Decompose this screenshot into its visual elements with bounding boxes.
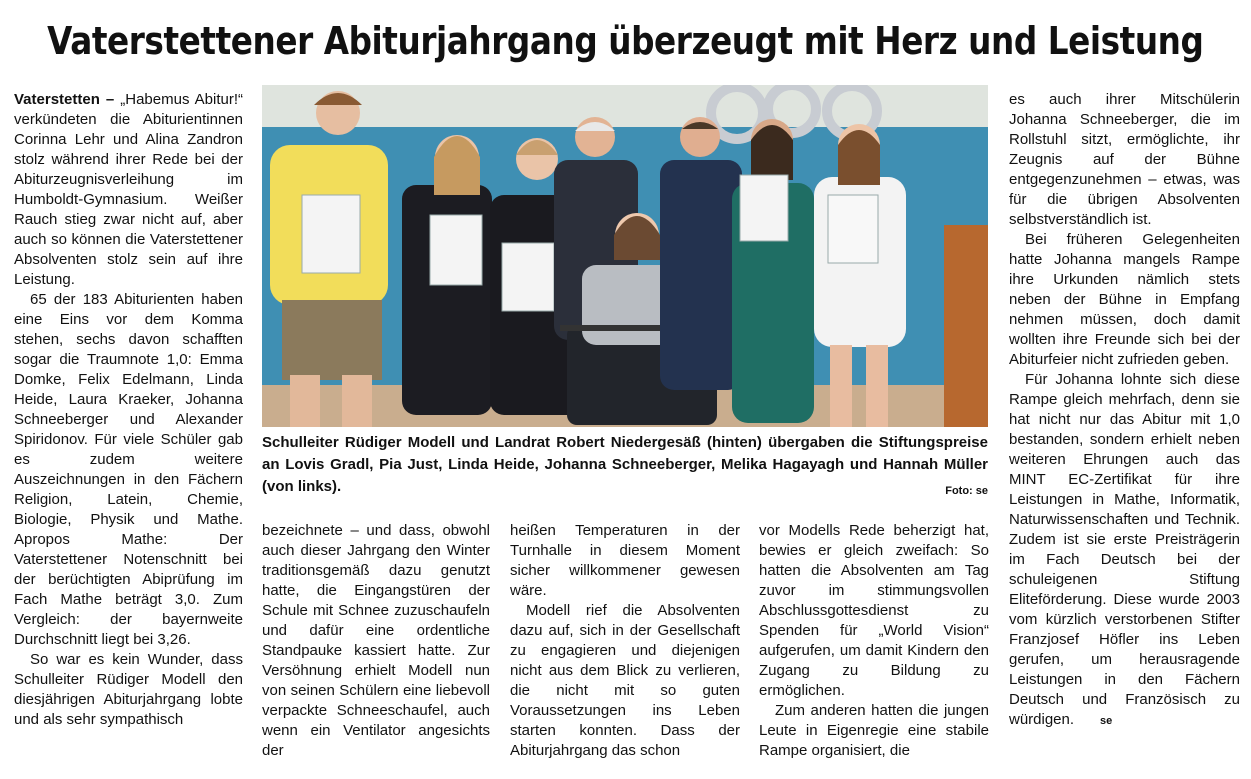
article-column-1 [14,90,243,770]
paragraph: So war es kein Wunder, dass Schulleiter Rüdiger Modell den diesjährigen Abiturjahrgang lobte und als sehr sympathisch [14,651,243,728]
paragraph: Bei früheren Gelegenheiten hatte Johanna mangels Rampe ihre Urkunden nämlich stets neben der Bühne in Empfang nehmen müssen, doch damit wollten ihre Freunde sich bei der Abiturfeier nicht zufrieden geben. [1009,231,1240,368]
paragraph [14,90,243,290]
article-photo [262,85,988,427]
photo-caption: Schulleiter Rüdiger Modell und Landrat Robert Niedergesäß (hinten) übergaben die Stiftungspreise an Lovis Gradl, Pia Just, Linda Heide, Johanna Schneeberger, Melika Hagayagh und Hannah Müller (von links). [262,434,988,495]
paragraph: bezeichnete – und dass, obwohl auch dieser Jahrgang den Winter traditionsgemäß dazu genutzt hatte, die Eingangstüren der Schule mit Schnee zuzuschaufeln und dafür eine ordentliche Standpauke kassiert hatte. Zur Versöhnung erhielt Modell nun von seinen Schülern eine liebevoll verpackte Schneeschaufel, auch wenn ein Ventilator angesichts der [262,522,490,759]
photo-credit: Foto: se [945,485,988,497]
dateline: Vaterstetten – [14,91,115,108]
paragraph: vor Modells Rede beherzigt hat, bewies er gleich zweifach: So hatten die Absolventen am Tag zuvor im stimmungsvollen Abschlussgottesdienst zu Spenden für „World Vision“ aufgerufen, um damit Kindern den Zugang zu Bildung zu ermöglichen. [759,522,989,699]
article-column-5 [1009,90,1240,770]
article-column-3 [510,521,740,771]
paragraph: 65 der 183 Abiturienten haben eine Eins vor dem Komma stehen, sechs davon schafften sogar die Traumnote 1,0: Emma Domke, Felix Edelmann, Linda Heide, Laura Kraeker, Johanna Schneeberger und Alexander Spiridonov. Für viele Schüler gab es zudem weitere Auszeichnungen in den Fächern Religion, Latein, Chemie, Biologie, Physik und Mathe. Apropos Mathe: Der Vaterstettener Notenschnitt bei der berüchtigten Abiprüfung im Fach Mathe beträgt 3,0. Zum Vergleich: der bayernweite Durchschnitt liegt bei 3,26. [14,291,243,648]
headline-block [0,6,1251,76]
article-headline: Vaterstettener Abiturjahrgang überzeugt mit Herz und Leistung [47,19,1204,63]
paragraph [1009,370,1240,731]
paragraph: Zum anderen hatten die jungen Leute in Eigenregie eine stabile Rampe organisiert, die [759,702,989,759]
paragraph: Modell rief die Absolventen dazu auf, sich in der Gesellschaft zu engagieren und diejenigen nicht aus dem Blick zu verlieren, die nicht mit so guten Voraussetzungen ins Leben starten konnten. Dass der Abiturjahrgang das schon [510,602,740,759]
paragraph-text: Für Johanna lohnte sich diese Rampe gleich mehrfach, denn sie hat nicht nur das Abitur mit 1,0 bestanden, sondern erhielt neben weiteren Ehrungen auch das MINT EC-Zertifikat für ihre Leistungen in Mathe, Informatik, Naturwissenschaften und Technik. Zudem ist sie erste Preisträgerin im Fach Deutsch bei der schuleigenen Stiftung Eliteförderung. Diese wurde 2003 vom kürzlich verstorbenen Stifter Franzjosef Höfler ins Leben gerufen, um herausragende Leistungen in den Fächern Deutsch und Französisch zu würdigen. [1009,371,1240,728]
paragraph: heißen Temperaturen in der Turnhalle in diesem Moment sicher willkommener gewesen wäre. [510,522,740,599]
article-column-4 [759,521,989,771]
paragraph: es auch ihrer Mitschülerin Johanna Schneeberger, die im Rollstuhl sitzt, ermöglichte, ihr Zeugnis auf der Bühne entgegenzunehmen – etwas, was für die übrigen Absolventen selbstverständlich ist. [1009,91,1240,228]
author-initials: se [1100,715,1113,727]
article-column-2 [262,521,490,771]
paragraph-text: „Habemus Abitur!“ verkündeten die Abiturientinnen Corinna Lehr und Alina Zandron stolz während ihrer Rede bei der Abiturzeugnisverleihung im Humboldt-Gymnasium. Weißer Rauch stieg zwar nicht auf, aber auch so können die Vaterstettener Absolventen stolz sein auf ihre Leistung. [14,91,243,288]
